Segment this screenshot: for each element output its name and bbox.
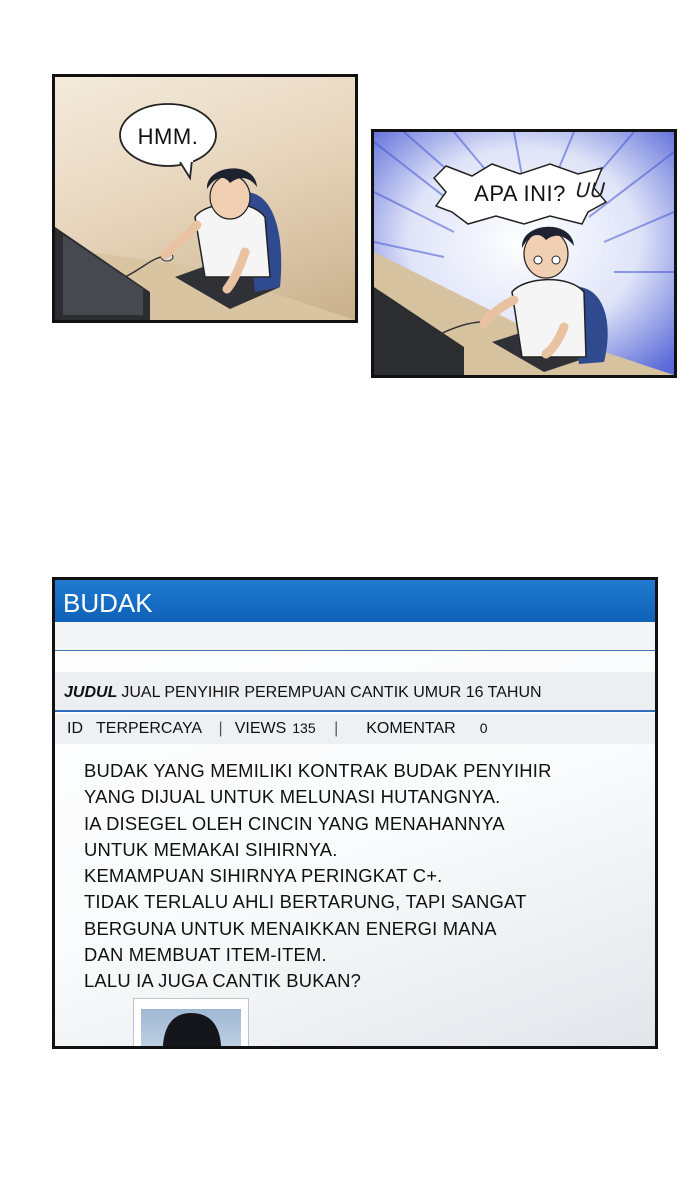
post-title-text: JUAL PENYIHIR PEREMPUAN CANTIK UMUR 16 TAHUN <box>121 684 542 701</box>
meta-views-value: 135 <box>292 720 316 736</box>
meta-separator: | <box>334 720 339 737</box>
portrait-hair <box>141 1009 241 1049</box>
post-body-line: TIDAK TERLALU AHLI BERTARUNG, TAPI SANGAT <box>84 891 527 913</box>
surprise-sfx: ᑌᑌ <box>574 180 604 202</box>
meta-views-label: VIEWS <box>234 720 287 737</box>
post-body <box>84 758 552 995</box>
post-title-row <box>64 684 542 702</box>
speech-text-1: HMM. <box>137 124 199 149</box>
forum-category-title: BUDAK <box>63 588 153 618</box>
post-body-line: LALU IA JUGA CANTIK BUKAN? <box>84 970 362 992</box>
forum-toolbar-strip <box>55 622 655 651</box>
post-body-line: KEMAMPUAN SIHIRNYA PERINGKAT C+. <box>84 865 443 887</box>
post-body-line: IA DISEGEL OLEH CINCIN YANG MENAHANNYA <box>84 812 505 834</box>
speech-text-2: APA INI? <box>474 181 566 206</box>
post-body-line: BERGUNA UNTUK MENAIKKAN ENERGI MANA <box>84 917 497 939</box>
post-meta-row <box>67 720 488 738</box>
post-body-line: DAN MEMBUAT ITEM-ITEM. <box>84 944 327 966</box>
meta-separator: | <box>218 720 223 737</box>
speech-bubble-1 <box>118 102 218 172</box>
post-title-label: JUDUL <box>64 684 118 701</box>
post-photo-frame[interactable] <box>133 998 249 1049</box>
forum-header <box>55 580 655 622</box>
post-body-line: UNTUK MEMAKAI SIHIRNYA. <box>84 838 338 860</box>
meta-id-label: ID <box>67 720 83 737</box>
post-body-line: YANG DIJUAL UNTUK MELUNASI HUTANGNYA. <box>84 786 501 808</box>
meta-comments-value: 0 <box>479 720 488 736</box>
meta-comments-label: KOMENTAR <box>366 720 456 737</box>
forum-screen-panel <box>52 577 658 1049</box>
post-photo <box>141 1009 241 1049</box>
meta-id-value[interactable]: TERPERCAYA <box>96 720 203 737</box>
post-body-line: BUDAK YANG MEMILIKI KONTRAK BUDAK PENYIHIR <box>84 760 552 781</box>
